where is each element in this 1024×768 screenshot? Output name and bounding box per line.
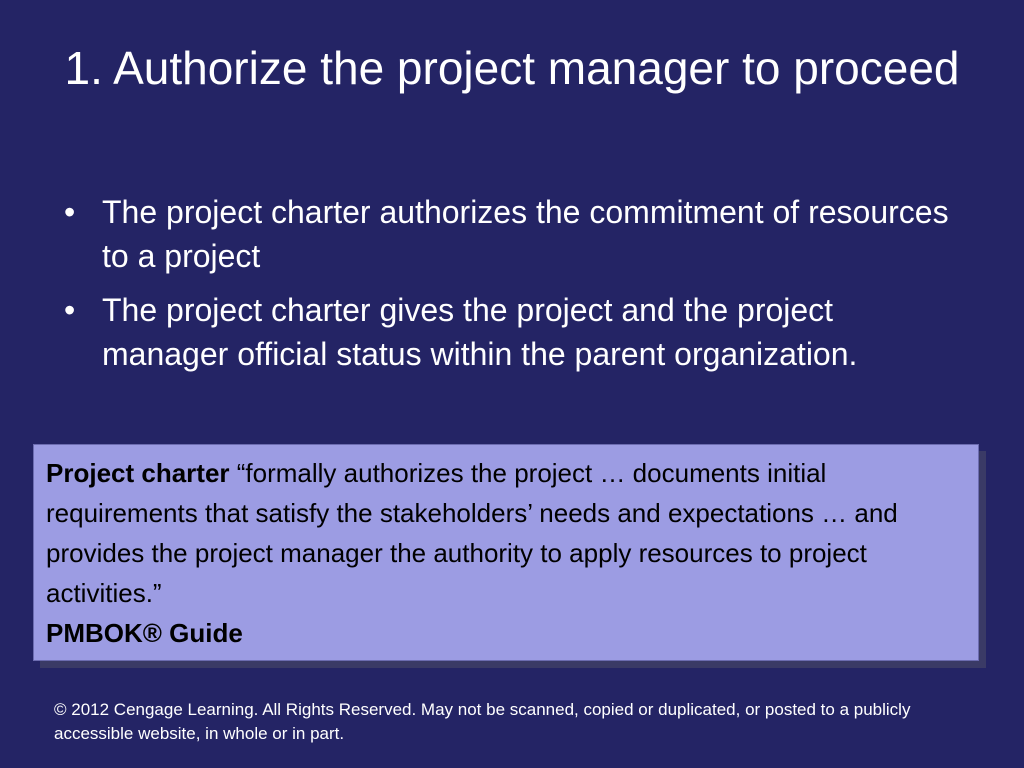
quote-term: Project charter	[46, 458, 230, 488]
slide-title: 1. Authorize the project manager to proceed	[64, 42, 960, 94]
bullet-marker: •	[64, 292, 76, 328]
bullet-text: The project charter authorizes the commitment of resources to a project	[102, 194, 949, 274]
bullet-marker: •	[64, 194, 76, 230]
bullet-list	[56, 190, 956, 386]
definition-quote-box	[33, 444, 979, 661]
copyright-footer: © 2012 Cengage Learning. All Rights Reserved. May not be scanned, copied or duplicated, or posted to a publicly accessible website, in whole or in part.	[54, 700, 911, 743]
bullet-item	[56, 190, 956, 278]
quote-body: “formally authorizes the project … documents initial requirements that satisfy the stakeholders’ needs and expectations … and provides the project manager the authority to apply resources to project activities.”	[46, 458, 898, 608]
bullet-text: The project charter gives the project and the project manager official status within the parent organization.	[102, 292, 858, 372]
bullet-item	[56, 288, 956, 376]
quote-source: PMBOK® Guide	[46, 618, 243, 648]
